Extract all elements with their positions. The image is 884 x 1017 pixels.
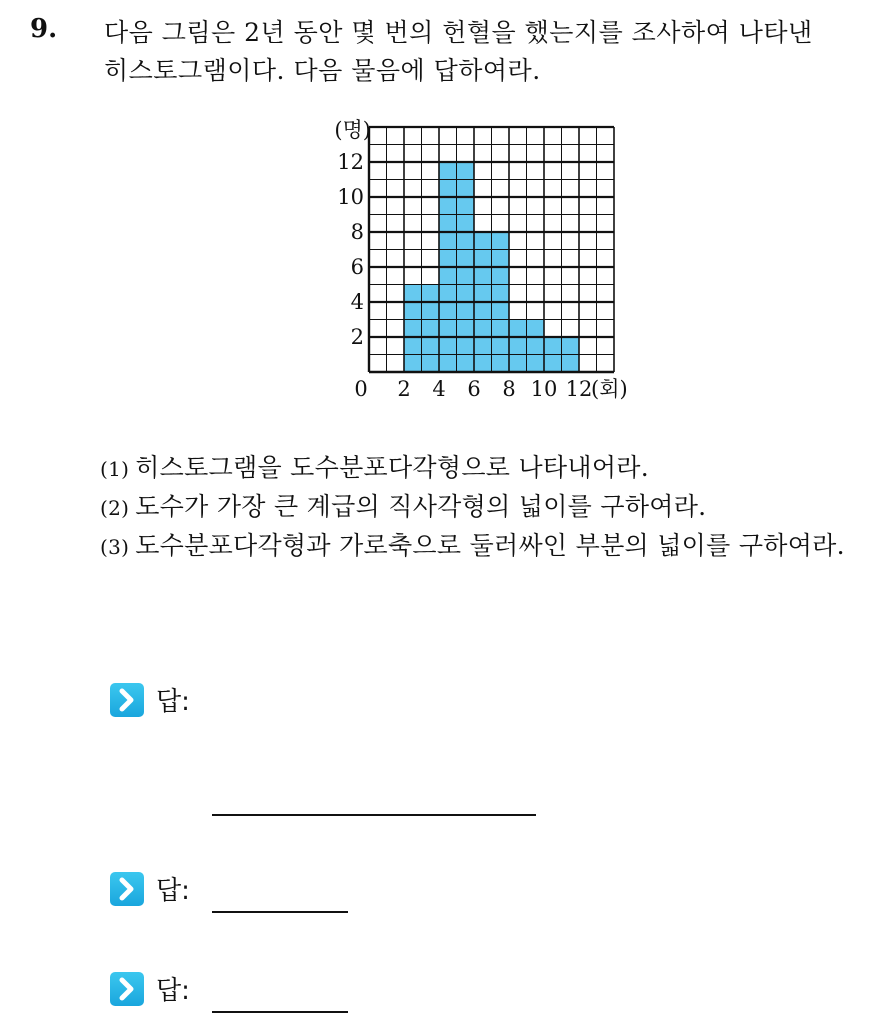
answer-blank-2[interactable]: [212, 911, 348, 913]
question-stem-line-2: 히스토그램이다. 다음 물음에 답하여라.: [104, 56, 541, 85]
x-tick-label: 12: [565, 377, 593, 401]
y-axis-unit: (명): [334, 118, 371, 142]
question-number: 9.: [30, 14, 58, 44]
subquestion-2-text: 도수가 가장 큰 계급의 직사각형의 넓이를 구하여라.: [135, 492, 707, 521]
subquestion-3: [100, 526, 845, 562]
subquestion-2-number: (2): [100, 496, 130, 520]
answer-blank-3[interactable]: [212, 1011, 348, 1013]
question-stem: [104, 14, 874, 90]
answer-label-1: 답:: [156, 687, 190, 717]
y-tick-label: 8: [350, 220, 364, 244]
x-tick-label: 0: [354, 377, 368, 401]
x-tick-label: 2: [397, 377, 411, 401]
x-tick-label: 8: [502, 377, 516, 401]
answer-blank-1[interactable]: [212, 814, 536, 816]
y-tick-label: 6: [350, 255, 364, 279]
chevron-right-icon: [110, 683, 144, 717]
x-tick-label: 4: [432, 377, 446, 401]
y-tick-label: 4: [350, 290, 364, 314]
y-tick-label: 2: [350, 325, 364, 349]
subquestion-3-number: (3): [100, 535, 130, 559]
subquestion-2: [100, 487, 706, 523]
chevron-right-icon: [110, 872, 144, 906]
histogram-chart: [300, 118, 660, 418]
x-axis-unit: (회): [591, 377, 628, 401]
y-tick-label: 10: [337, 185, 364, 209]
subquestion-3-text: 도수분포다각형과 가로축으로 둘러싸인 부분의 넓이를 구하여라.: [135, 531, 845, 560]
subquestion-1: [100, 448, 649, 484]
answer-label-2: 답:: [156, 876, 190, 906]
question-stem-line-1: 다음 그림은 2년 동안 몇 번의 헌혈을 했는지를 조사하여 나타낸: [104, 18, 813, 47]
x-tick-label: 10: [530, 377, 558, 401]
subquestion-1-text: 히스토그램을 도수분포다각형으로 나타내어라.: [135, 453, 649, 482]
answer-label-3: 답:: [156, 976, 190, 1006]
subquestion-1-number: (1): [100, 457, 130, 481]
y-tick-label: 12: [337, 150, 364, 174]
x-tick-label: 6: [467, 377, 481, 401]
chevron-right-icon: [110, 972, 144, 1006]
